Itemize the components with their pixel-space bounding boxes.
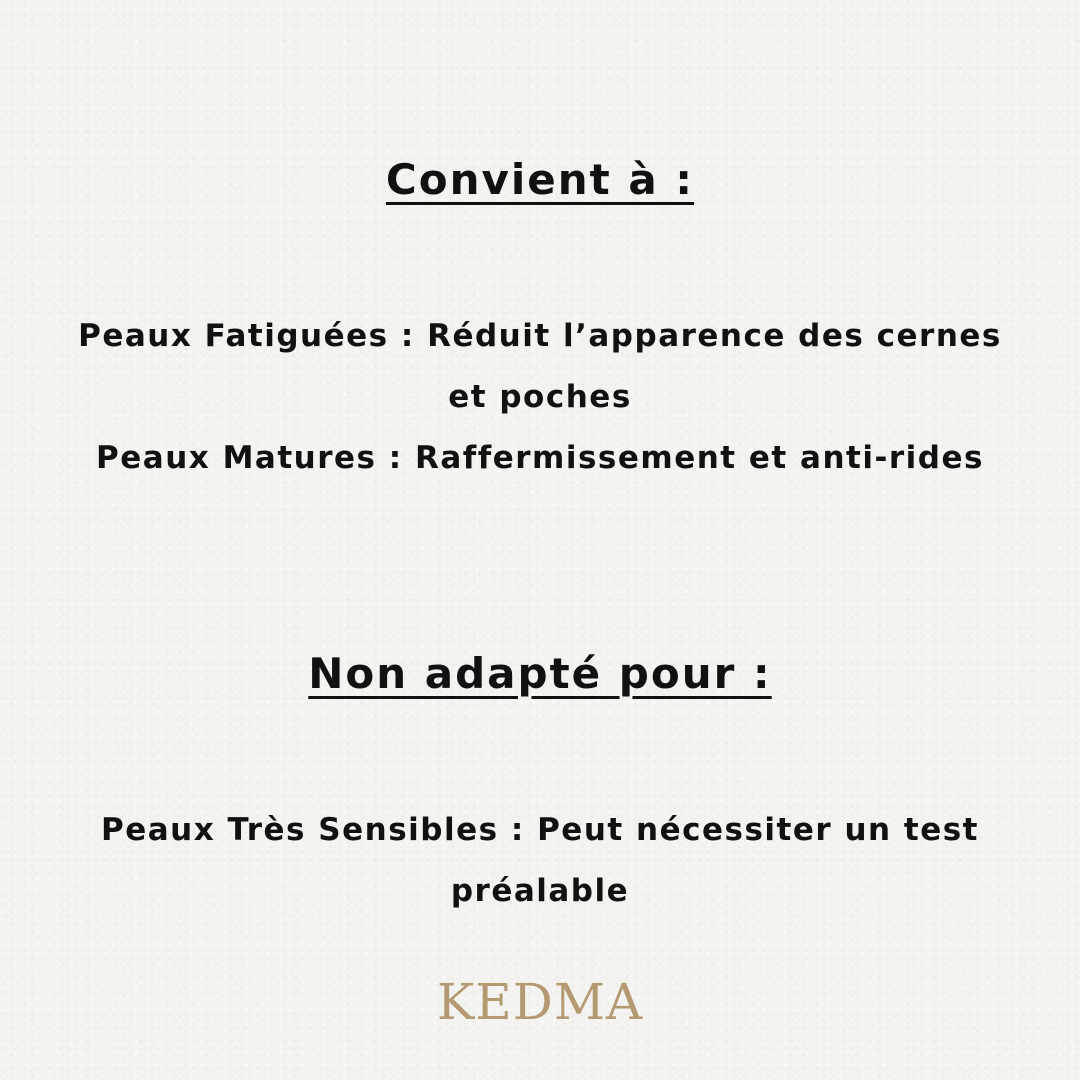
unsuitable-heading bbox=[0, 646, 1080, 702]
suitable-list bbox=[0, 306, 1080, 489]
suitable-heading bbox=[0, 152, 1080, 208]
unsuitable-line-sensitive-skin: Peaux Très Sensibles : Peut nécessiter un test bbox=[100, 812, 979, 848]
suitable-heading-text: Convient à : bbox=[385, 155, 695, 204]
brand-logo: KEDMA bbox=[436, 973, 644, 1031]
unsuitable-list bbox=[0, 800, 1080, 922]
unsuitable-heading-text: Non adapté pour : bbox=[308, 649, 772, 698]
suitable-line-mature-skin: Peaux Matures : Raffermissement et anti-rides bbox=[96, 440, 984, 476]
unsuitable-line-sensitive-skin-continued: préalable bbox=[450, 873, 630, 909]
suitable-line-tired-skin: Peaux Fatiguées : Réduit l’apparence des cernes bbox=[78, 318, 1002, 354]
suitable-line-tired-skin-continued: et poches bbox=[448, 379, 632, 415]
